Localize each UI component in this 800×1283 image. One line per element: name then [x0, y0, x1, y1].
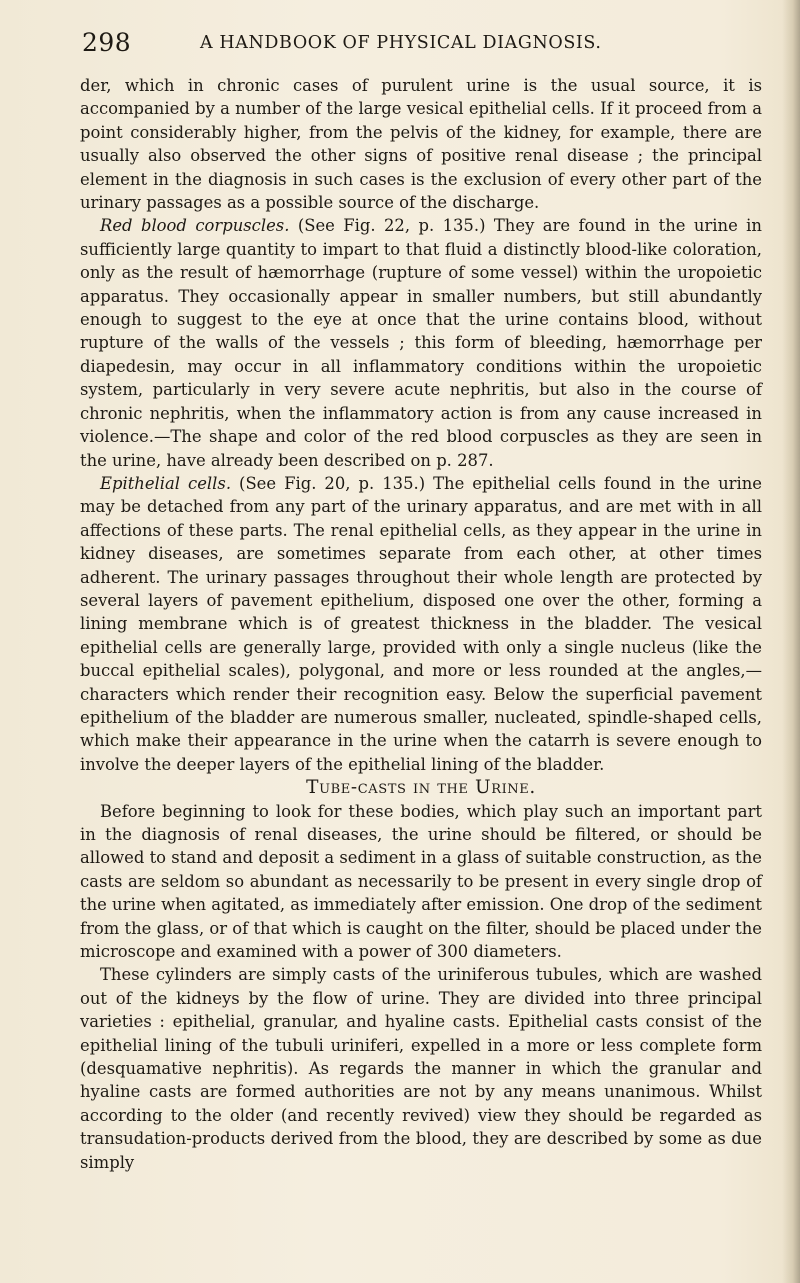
- paragraph-epithelial-cells: [80, 472, 762, 776]
- page-header: [82, 28, 772, 58]
- page-number: 298: [82, 28, 132, 57]
- paragraph-red-blood-corpuscles: [80, 214, 762, 471]
- paragraph-continuation: [80, 74, 762, 214]
- paragraph-text: (See Fig. 20, p. 135.) The epithelial cells found in the urine may be detached from any part of the urinary apparatus, and are met with in all affections of these parts. The renal epithelial cells, as they appear in the urine in kidney diseases, are sometimes separate from each other, at other times adherent. The urinary passages throughout their whole length are protected by several layers of pavement epithelium, disposed one over the other, forming a lining membrane which is of greatest thickness in the bladder. The vesical epithelial cells are generally large, provided with only a single nucleus (like the buccal epithelial scales), polygonal, and more or less rounded at the angles,—characters which render their recognition easy. Below the superficial pavement epithelium of the bladder are numerous smaller, nucleated, spindle-shaped cells, which make their appearance in the urine when the catarrh is severe enough to involve the deeper layers of the epithelial lining of the bladder.: [80, 473, 762, 774]
- body-text: [80, 74, 762, 1174]
- paragraph-text: Before beginning to look for these bodies, which play such an important part in the diagnosis of renal diseases, the urine should be filtered, or should be allowed to stand and deposit a sediment in a glass of suitable construction, as the casts are seldom so abundant as necessarily to be present in every single drop of the urine when agitated, as immediately after emission. One drop of the sediment from the glass, or of that which is caught on the filter, should be placed under the microscope and examined with a power of 300 diameters.: [80, 801, 762, 962]
- paragraph-tube-casts-intro: [80, 800, 762, 964]
- running-title: A HANDBOOK OF PHYSICAL DIAGNOSIS.: [200, 33, 602, 53]
- paragraph-text: der, which in chronic cases of purulent urine is the usual source, it is accompanied by a number of the large vesical epithelial cells. If it proceed from a point considerably higher, from the pelvis of the kidney, for example, there are usually also observed the other signs of positive renal disease ; the principal element in the diagnosis in such cases is the exclusion of every other part of the urinary passages as a possible source of the discharge.: [80, 76, 762, 213]
- section-heading: Tube-casts in the Urine.: [306, 777, 536, 799]
- paragraph-text: These cylinders are simply casts of the uriniferous tubules, which are washed out of the kidneys by the flow of urine. They are divided into three principal varieties : epithelial, granular, and hyaline casts. Epithelial casts consist of the epithelial lining of the tubuli uriniferi, expelled in a more or less complete form (desquamative nephritis). As regards the manner in which the granular and hyaline casts are formed authorities are not by any means unanimous. Whilst according to the older (and recently revived) view they should be regarded as transudation-products derived from the blood, they are described by some as due simply: [80, 965, 762, 1172]
- term-epithelial-cells: Epithelial cells.: [100, 473, 232, 493]
- term-red-blood-corpuscles: Red blood corpuscles.: [100, 216, 290, 236]
- paragraph-tube-casts-varieties: [80, 963, 762, 1174]
- page-edge-shadow: [782, 0, 800, 1283]
- paragraph-text: (See Fig. 22, p. 135.) They are found in the urine in sufficiently large quantity to impart to that fluid a distinctly blood-like coloration, only as the result of hæmorrhage (rupture of some vessel) within the uropoietic apparatus. They occasionally appear in smaller numbers, but still abundantly enough to suggest to the eye at once that the urine contains blood, without rupture of the walls of the vessels ; this form of bleeding, hæmorrhage per diapedesin, may occur in all inflammatory conditions within the uropoietic system, particularly in very severe acute nephritis, but also in the course of chronic nephritis, when the inflammatory action is from any cause increased in violence.—The shape and color of the red blood corpuscles as they are seen in the urine, have already been described on p. 287.: [80, 216, 762, 470]
